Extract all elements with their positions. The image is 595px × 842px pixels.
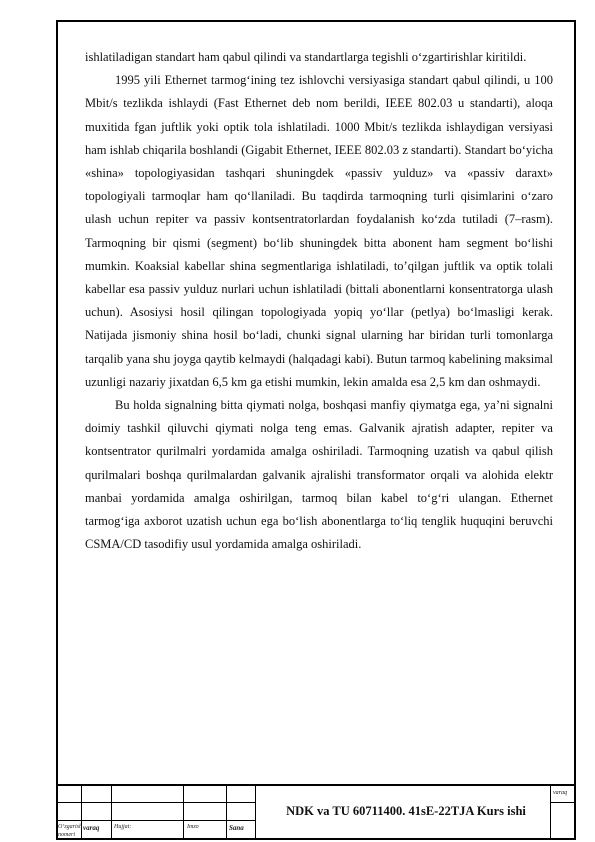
stamp-row-line (550, 802, 576, 803)
stamp-divider (255, 786, 256, 840)
stamp-row-line (56, 802, 256, 803)
stamp-divider (81, 786, 82, 840)
title-block-stamp (56, 784, 576, 840)
stamp-label-nomeri: nomeri (58, 832, 75, 838)
stamp-label-hujjat: Hujjat: (114, 824, 132, 830)
paragraph-1: ishlatiladigan standart ham qabul qilindi va standartlarga tegishli o‘zgartirishlar kiritildi. (85, 50, 527, 64)
paragraph-3: Bu holda signalning bitta qiymati nolga, boshqasi manfiy qiymatga ega, ya’ni signalni doimiy tashkil qiluvchi qiymati nolga teng emas. Galvanik ajratish adapter, repiter va kontsentrator qurilmalri yordamida amalga oshiriladi. Tarmoqning uzatish va qabul qilish qurilmalari boshqa qurilmalardan galvanik ajralishi transformator orqali va alohida elektr manbai yordamida amalga oshirilgan, tarmoq bilan kabel to‘g‘ri ulangan. Ethernet tarmog‘iga axborot uzatish uchun ega bo‘lish abonentlarga to‘liq tenglik huquqini beruvchi CSMA/CD tasodifiy usul yordamida amalga oshiriladi. (85, 398, 553, 552)
paragraph-2: 1995 yili Ethernet tarmog‘ining tez ishlovchi versiyasiga standart qabul qilindi, u 100 Mbit/s tezlikda ishlaydi (Fast Ethernet deb nom berildi, IEEE 802.03 u standarti), aloqa muxitida fgan juftlik yoki optik tola ishlatiladi. 1000 Mbit/s tezlikda ishlaydigan versiyasi ham ishlab chiqarila boshlandi (Gigabit Ethernet, IEEE 802.03 z standarti). Standart bo‘yicha «shina» topologiyasidan tashqari shuningdek «passiv yulduz» va «passiv daraxt» topologiyali tarmoqlar ham qo‘llaniladi. Bu taqdirda tarmoqning turli qisimlarini o‘zaro ulash uchun repiter va passiv kontsentratorlardan foydalanish ko‘zda tutiladi (7–rasm). Tarmoqning bir qismi (segment) bo‘lib shuningdek bitta abonent ham segment bo‘lishi mumkin. Koaksial kabellar shina segmentlariga ishlatiladi, to’qilgan juftlik va optik tolali kabellar esa passiv yulduz nurlari uchun ishlatiladi (bittali abonentlarni konsentratorga ulash uchun). Asosiysi hosil qilingan topologiyada yopiq yo‘llar (petlya) bo‘lmasligi kerak. Natijada jismoniy shina hosil bo‘ladi, chunki signal ularning har biridan turli tomonlarga tarqalib yana shu joyga qaytib kelmaydi (halqadagi kabi). Butun tarmoq kabelining maksimal uzunligi nazariy jixatdan 6,5 km ga etishi mumkin, lekin amalda esa 2,5 km dan oshmaydi. (85, 73, 553, 389)
stamp-label-varaq-right: varaq (553, 790, 567, 796)
stamp-divider (226, 786, 227, 840)
stamp-divider (111, 786, 112, 840)
stamp-label-ozgarish: O‘zgarish (58, 824, 83, 830)
stamp-label-varaq: varaq (83, 824, 100, 832)
stamp-row-line (56, 820, 256, 821)
document-code-title: NDK va TU 60711400. 41sE-22TJA Kurs ishi (286, 804, 526, 818)
stamp-label-sana: Sana (229, 824, 244, 832)
document-body (85, 46, 553, 556)
stamp-divider (183, 786, 184, 840)
stamp-label-imzo: Imzo (187, 824, 199, 830)
